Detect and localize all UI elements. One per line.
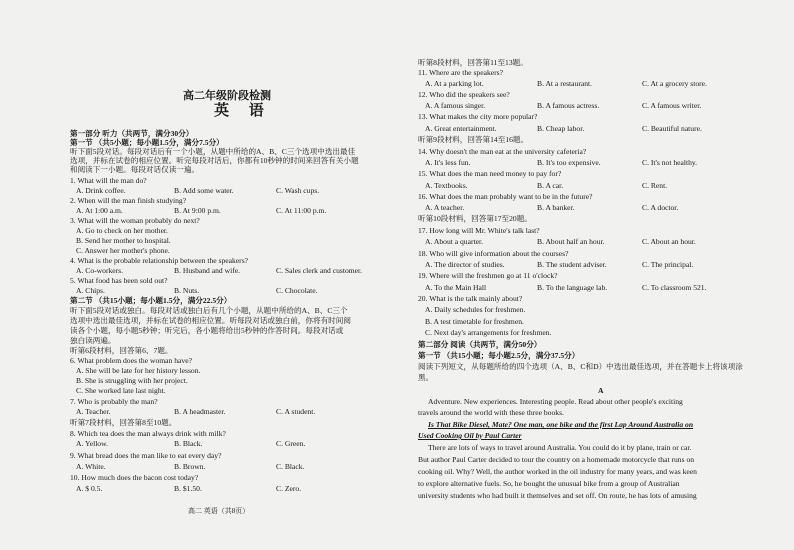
question: 14. Why doesn't the man eat at the university cafeteria?: [418, 147, 587, 156]
part1-heading: 第一部分 听力（共两节，满分30分）: [70, 129, 194, 138]
question: 17. How long will Mr. White's talk last?: [418, 226, 540, 235]
option: B. A headmaster.: [174, 407, 226, 416]
instruction-line: 独白读两遍。: [70, 336, 116, 345]
option: C. Zero.: [276, 484, 302, 493]
paragraph-line: to explore alternative fuels. So, he bought the unusual bike from a group of Australian: [418, 479, 680, 488]
section1-heading: 第一节 （共5小题；每小题1.5分，满分7.5分）: [70, 138, 224, 147]
option: C. A student.: [276, 407, 316, 416]
instruction-line: 阅读下列短文，从每题所给的四个选项（A、B、C和D）中选出最佳选项，并在答题卡上将该项涂: [418, 362, 743, 371]
question: 6. What problem does the woman have?: [70, 356, 192, 365]
option: A. $ 0.5.: [76, 484, 103, 493]
material-heading: 听第8段材料，回答第11至13题。: [418, 58, 528, 67]
option: A. Co-workers.: [76, 266, 124, 275]
option: B. The student adviser.: [537, 260, 607, 269]
option: A. Teacher.: [76, 407, 111, 416]
page-title: 高二年级阶段检测: [183, 90, 271, 102]
option: C. Answer her mother's phone.: [76, 246, 170, 255]
option: B. Husband and wife.: [174, 266, 241, 275]
option: A. A teacher.: [425, 203, 465, 212]
option: A. Drink coffee.: [76, 186, 126, 195]
option: B. A test timetable for freshmen.: [425, 317, 524, 326]
option: A. The director of studies.: [425, 260, 505, 269]
question: 11. Where are the speakers?: [418, 68, 503, 77]
option: A. It's less fun.: [425, 158, 471, 167]
reading-section1-heading: 第一节 （共15小题；每小题2.5分，满分37.5分）: [418, 351, 580, 360]
option: B. It's too expensive.: [537, 158, 601, 167]
option: B. A banker.: [537, 203, 575, 212]
option: B. At a restaurant.: [537, 79, 593, 88]
question: 20. What is the talk mainly about?: [418, 294, 523, 303]
question: 3. What will the woman probably do next?: [70, 216, 200, 225]
option: C. At 11:00 p.m.: [276, 206, 327, 215]
instruction-line: 选项，并标在试卷的相应位置。听完每段对话后，你都有10秒钟的时间来回答有关小题: [70, 156, 359, 165]
option: C. Chocolate.: [276, 286, 318, 295]
question: 2. When will the man finish studying?: [70, 196, 187, 205]
question: 7. Who is probably the man?: [70, 397, 158, 406]
option: A. Great entertainment.: [425, 124, 497, 133]
book-title: Used Cooking Oil by Paul Carter: [418, 431, 522, 440]
material-heading: 听第6段材料，回答第6、7题。: [70, 346, 173, 355]
option: B. Cheap labor.: [537, 124, 585, 133]
option: A. White.: [76, 462, 106, 471]
option: A. About a quarter.: [425, 237, 483, 246]
paragraph-line: Adventure. New experiences. Interesting people. Read about other people's exciting: [428, 397, 683, 406]
material-heading: 听第7段材料，回答第8至10题。: [70, 418, 177, 427]
option: B. Add some water.: [174, 186, 234, 195]
option: B. Brown.: [174, 462, 206, 471]
option: B. A car.: [537, 181, 564, 190]
material-heading: 听第10段材料，回答第17至20题。: [418, 214, 532, 223]
option: B. To the language lab.: [537, 283, 608, 292]
section2-heading: 第二节 （共15小题；每小题1.5分，满分22.5分）: [70, 296, 232, 305]
option: C. To classroom 521.: [642, 283, 707, 292]
option: C. At a grocery store.: [642, 79, 707, 88]
paragraph-line: There are lots of ways to travel around Australia. You could do it by plane, train or car.: [428, 443, 692, 452]
question: 15. What does the man need money to pay for?: [418, 169, 562, 178]
option: C. Sales clerk and customer.: [276, 266, 363, 275]
page-footer: 高二 英语（共8页）: [188, 507, 250, 515]
option: B. She is struggling with her project.: [76, 376, 188, 385]
instruction-line: 读各个小题，每小题5秒钟；听完后，各小题将给出5秒钟的作答时间。每段对话或: [70, 326, 344, 335]
option: B. A famous actress.: [537, 101, 600, 110]
option: C. The principal.: [642, 260, 694, 269]
question: 18. Who will give information about the courses?: [418, 249, 569, 258]
book-title: Is That Bike Diesel, Mate? One man, one bike and the first Lap Around Australia on: [428, 420, 694, 429]
option: A. She will be late for her history lesson.: [76, 366, 201, 375]
option: C. It's not healthy.: [642, 158, 698, 167]
option: C. A doctor.: [642, 203, 679, 212]
option: C. Green.: [276, 439, 306, 448]
option: B. $1.50.: [174, 484, 202, 493]
option: A. At a parking lot.: [425, 79, 484, 88]
option: B. At 9:00 p.m.: [174, 206, 221, 215]
passage-label: A: [598, 386, 604, 395]
option: A. At 1:00 a.m.: [76, 206, 123, 215]
option: A. Textbooks.: [425, 181, 468, 190]
option: C. She worked late last night.: [76, 386, 166, 395]
option: C. Wash cups.: [276, 186, 320, 195]
part2-heading: 第二部分 阅读（共两节，满分50分）: [418, 340, 542, 349]
option: C. Beautiful nature.: [642, 124, 702, 133]
option: B. Black.: [174, 439, 203, 448]
option: A. A famous singer.: [425, 101, 486, 110]
instruction-line: 听下面5段对话或独白。每段对话或独白后有几个小题，从题中所给的A、B、C三个: [70, 306, 348, 315]
paragraph-line: travels around the world with these three books.: [418, 408, 564, 417]
question: 1. What will the man do?: [70, 176, 147, 185]
question: 12. Who did the speakers see?: [418, 90, 510, 99]
option: C. Next day's arrangements for freshmen.: [425, 328, 552, 337]
paragraph-line: cooking oil. Why? Well, the author worked in the oil industry for many years, and was keen: [418, 467, 697, 476]
option: B. About half an hour.: [537, 237, 605, 246]
question: 19. Where will the freshmen go at 11 o'clock?: [418, 271, 558, 280]
question: 9. What bread does the man like to eat every day?: [70, 451, 222, 460]
option: C. Black.: [276, 462, 305, 471]
question: 4. What is the probable relationship between the speakers?: [70, 256, 249, 265]
question: 16. What does the man probably want to be in the future?: [418, 192, 593, 201]
material-heading: 听第9段材料，回答第14至16题。: [418, 135, 529, 144]
option: A. Yellow.: [76, 439, 108, 448]
option: B. Send her mother to hospital.: [76, 236, 171, 245]
option: A. To the Main Hall: [425, 283, 487, 292]
option: C. About an hour.: [642, 237, 696, 246]
instruction-line: 和阅读下一小题。每段对话仅读一遍。: [70, 165, 200, 174]
paragraph-line: university students who had built it themselves and set off. On route, he has lots of amusing: [418, 491, 697, 500]
question: 13. What makes the city more popular?: [418, 112, 538, 121]
subject-title: 英 语: [214, 103, 272, 119]
option: A. Go to check on her mother.: [76, 226, 168, 235]
option: A. Chips.: [76, 286, 105, 295]
option: C. Rent.: [642, 181, 668, 190]
instruction-line: 听下面5段对话。每段对话后有一个小题，从题中所给的A、B、C三个选项中选出最佳: [70, 147, 356, 156]
option: C. A famous writer.: [642, 101, 702, 110]
instruction-line: 黑。: [418, 373, 434, 382]
question: 8. Which tea does the man always drink with milk?: [70, 429, 226, 438]
instruction-line: 选项中选出最佳选项，并标在试卷的相应位置。听每段对话或独白前，你将有时间阅: [70, 316, 351, 325]
question: 10. How much does the bacon cost today?: [70, 473, 199, 482]
option: B. Nuts.: [174, 286, 200, 295]
paragraph-line: But author Paul Carter decided to tour the country on a homemade motorcycle that runs on: [418, 455, 695, 464]
option: A. Daily schedules for freshmen.: [425, 305, 526, 314]
question: 5. What food has been sold out?: [70, 276, 168, 285]
